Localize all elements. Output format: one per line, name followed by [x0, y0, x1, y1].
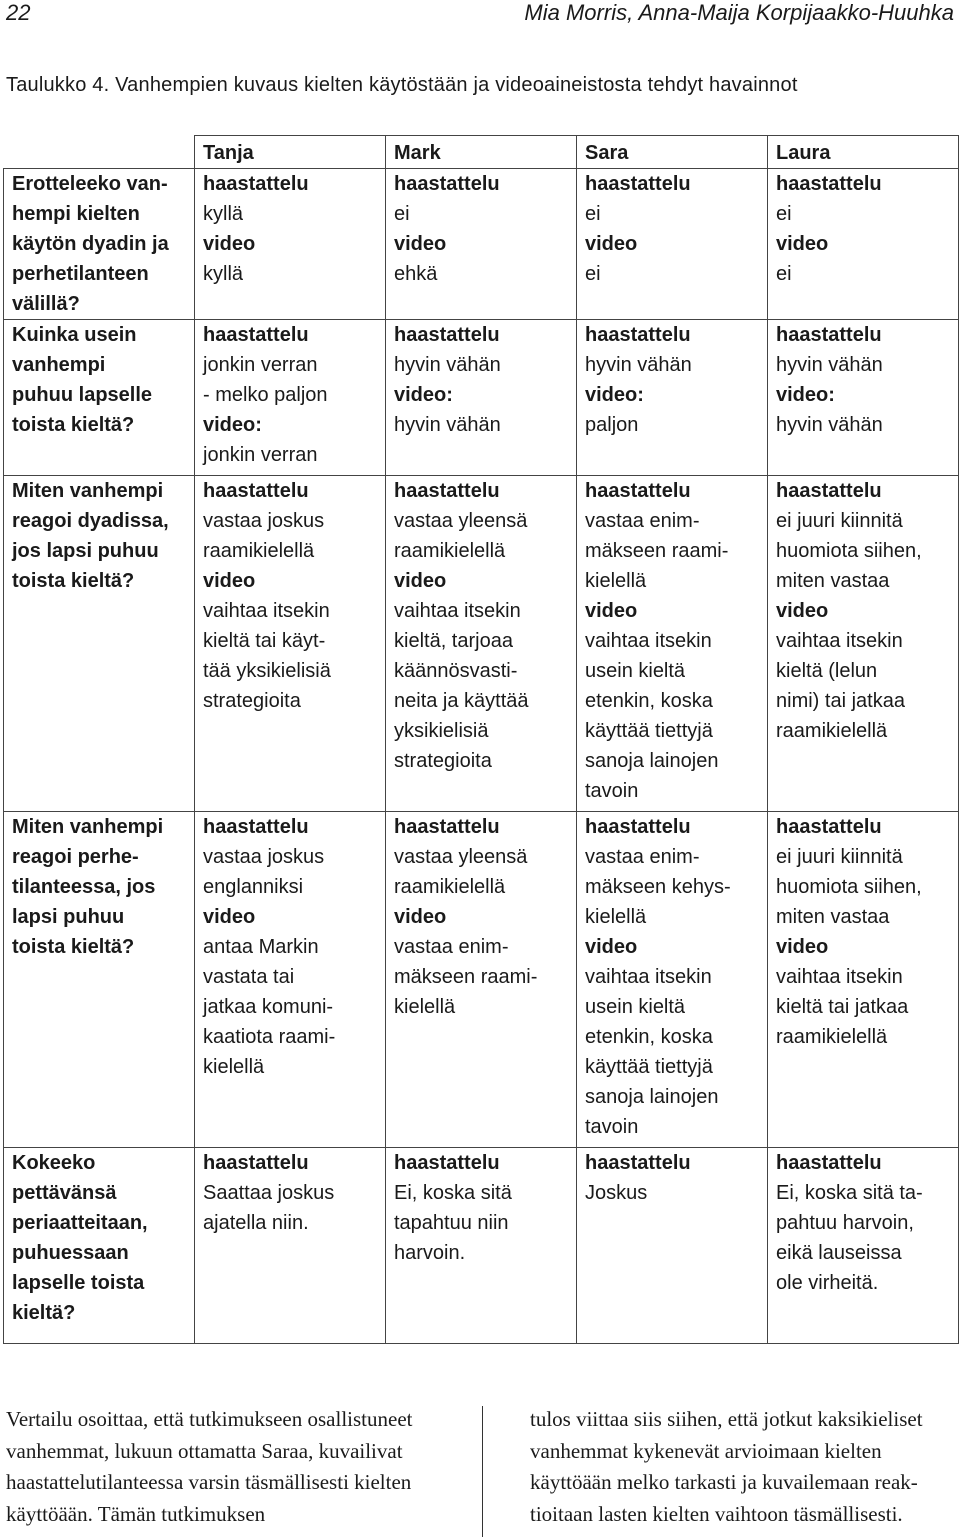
answer-line: kieltä, tarjoaa	[394, 630, 513, 652]
answer-cell-mark	[386, 169, 577, 320]
answer-cell-sara	[577, 812, 768, 1148]
answer-line: huomiota siihen,	[776, 876, 922, 898]
answer-cell-laura	[768, 169, 959, 320]
answer-line: hyvin vähän	[776, 354, 883, 376]
answer-line: sanoja lainojen	[585, 750, 719, 772]
answer-line: ei	[585, 263, 601, 285]
answer-line: yksikielisiä	[394, 720, 489, 742]
question-text: Erotteleeko van- hempi kielten käytön dyadin ja perhetilanteen välillä?	[12, 173, 169, 315]
answer-line: strategioita	[394, 750, 492, 772]
answer-line: mäkseen raami-	[585, 540, 729, 562]
answer-line: käännösvasti-	[394, 660, 518, 682]
source-label: video	[585, 233, 638, 255]
answer-line: - melko paljon	[203, 384, 328, 406]
body-text-left: Vertailu osoittaa, että tutkimukseen osallistuneet vanhemmat, lukuun ottamatta Saraa, kuvailivat haastattelutilanteessa varsin täsmällisesti kielten käyttöään. Tämän tutkimuksen	[6, 1407, 413, 1526]
source-label: haastattelu	[776, 816, 882, 838]
answer-line: Joskus	[585, 1182, 648, 1204]
answer-cell-laura	[768, 476, 959, 812]
answer-line: vastaa yleensä	[394, 846, 528, 868]
source-label: haastattelu	[585, 173, 691, 195]
answer-line: usein kieltä	[585, 996, 686, 1018]
answer-line: miten vastaa	[776, 906, 890, 928]
source-label: video:	[203, 414, 262, 436]
answer-line: kaatiota raami-	[203, 1026, 336, 1048]
answer-line: Saattaa joskus	[203, 1182, 335, 1204]
answer-line: vaihtaa itsekin	[776, 966, 903, 988]
answer-line: kielellä	[585, 570, 647, 592]
answer-line: etenkin, koska	[585, 690, 713, 712]
answer-line: vaihtaa itsekin	[203, 600, 330, 622]
answer-line: kielellä	[203, 1056, 265, 1078]
answer-cell-sara	[577, 169, 768, 320]
source-label: haastattelu	[203, 1152, 309, 1174]
column-header-tanja: Tanja	[195, 136, 386, 169]
answer-line: raamikielellä	[394, 876, 506, 898]
answer-line: ole virheitä.	[776, 1272, 879, 1294]
answer-line: ehkä	[394, 263, 438, 285]
source-label: haastattelu	[394, 816, 500, 838]
question-cell	[4, 169, 195, 320]
question-cell	[4, 476, 195, 812]
source-label: video	[203, 570, 256, 592]
answer-line: nimi) tai jatkaa	[776, 690, 905, 712]
answer-line: Ei, koska sitä ta-	[776, 1182, 923, 1204]
answer-line: sanoja lainojen	[585, 1086, 719, 1108]
answer-cell-tanja	[195, 320, 386, 476]
source-label: video	[203, 233, 256, 255]
answer-cell-laura	[768, 812, 959, 1148]
source-label: haastattelu	[776, 1152, 882, 1174]
source-label: haastattelu	[585, 480, 691, 502]
answer-cell-tanja	[195, 476, 386, 812]
source-label: haastattelu	[585, 324, 691, 346]
source-label: haastattelu	[203, 480, 309, 502]
source-label: video	[585, 600, 638, 622]
answer-line: jonkin verran	[203, 444, 318, 466]
answer-line: vastaa enim-	[585, 510, 700, 532]
source-label: haastattelu	[394, 480, 500, 502]
source-label: haastattelu	[394, 173, 500, 195]
answer-line: vaihtaa itsekin	[394, 600, 521, 622]
body-text-right: tulos viittaa siis siihen, että jotkut kaksikieliset vanhemmat kykenevät arvioimaan kielten käyttöään melko tarkasti ja kuvailemaan reaktioitaan lasten kielten vaihtoon täsmällisesti.	[530, 1407, 923, 1526]
answer-line: englanniksi	[203, 876, 304, 898]
answer-line: vaihtaa itsekin	[776, 630, 903, 652]
answer-line: tavoin	[585, 780, 639, 802]
answer-line: hyvin vähän	[776, 414, 883, 436]
table-caption: Taulukko 4. Vanhempien kuvaus kielten käytöstään ja videoaineistosta tehdyt havainnot	[6, 74, 798, 96]
answer-line: ajatella niin.	[203, 1212, 309, 1234]
question-text: Kuinka usein vanhempi puhuu lapselle toista kieltä?	[12, 324, 153, 436]
answer-line: kieltä (lelun	[776, 660, 878, 682]
answer-line: kieltä tai jatkaa	[776, 996, 909, 1018]
answer-line: etenkin, koska	[585, 1026, 713, 1048]
running-title: Mia Morris, Anna-Maija Korpijaakko-Huuhka	[524, 0, 954, 25]
source-label: video	[394, 570, 447, 592]
answer-line: käyttää tiettyjä	[585, 720, 713, 742]
question-text: Kokeeko pettävänsä periaatteitaan, puhuessaan lapselle toista kieltä?	[12, 1152, 148, 1324]
answer-line: raamikielellä	[203, 540, 315, 562]
answer-line: neita ja käyttää	[394, 690, 529, 712]
source-label: video	[776, 233, 829, 255]
source-label: haastattelu	[585, 1152, 691, 1174]
source-label: video	[203, 906, 256, 928]
answer-line: mäkseen raami-	[394, 966, 538, 988]
answer-line: usein kieltä	[585, 660, 686, 682]
page-header	[0, 0, 960, 30]
answer-line: hyvin vähän	[394, 414, 501, 436]
answer-line: ei	[776, 263, 792, 285]
source-label: video	[776, 936, 829, 958]
column-header-laura: Laura	[768, 136, 959, 169]
table-row	[4, 320, 959, 476]
answer-line: vastaa enim-	[585, 846, 700, 868]
answer-line: vaihtaa itsekin	[585, 630, 712, 652]
answer-line: vastaa joskus	[203, 846, 325, 868]
answer-cell-laura	[768, 320, 959, 476]
column-divider	[482, 1406, 483, 1537]
answer-line: harvoin.	[394, 1242, 466, 1264]
table-row	[4, 169, 959, 320]
answer-line: miten vastaa	[776, 570, 890, 592]
answer-cell-tanja	[195, 812, 386, 1148]
table-row	[4, 812, 959, 1148]
answer-line: tavoin	[585, 1116, 639, 1138]
answer-line: strategioita	[203, 690, 301, 712]
source-label: haastattelu	[585, 816, 691, 838]
question-cell	[4, 1148, 195, 1344]
answer-line: ei juuri kiinnitä	[776, 846, 903, 868]
answer-cell-mark	[386, 320, 577, 476]
answer-line: hyvin vähän	[585, 354, 692, 376]
question-text: Miten vanhempi reagoi dyadissa, jos lapsi puhuu toista kieltä?	[12, 480, 169, 592]
answer-line: mäkseen kehys-	[585, 876, 731, 898]
question-cell	[4, 320, 195, 476]
source-label: haastattelu	[776, 480, 882, 502]
source-label: haastattelu	[394, 324, 500, 346]
answer-line: jonkin verran	[203, 354, 318, 376]
answer-cell-tanja	[195, 169, 386, 320]
answer-line: kielellä	[394, 996, 456, 1018]
answer-line: vastaa enim-	[394, 936, 509, 958]
answer-line: ei juuri kiinnitä	[776, 510, 903, 532]
answer-line: raamikielellä	[776, 720, 888, 742]
answer-cell-tanja	[195, 1148, 386, 1344]
table-body	[4, 169, 959, 1344]
answer-line: Ei, koska sitä	[394, 1182, 512, 1204]
answer-line: vaihtaa itsekin	[585, 966, 712, 988]
source-label: haastattelu	[394, 1152, 500, 1174]
answer-line: vastaa yleensä	[394, 510, 528, 532]
answer-line: eikä lauseissa	[776, 1242, 902, 1264]
source-label: video	[394, 906, 447, 928]
answer-line: hyvin vähän	[394, 354, 501, 376]
answer-line: ei	[776, 203, 792, 225]
answer-line: kielellä	[585, 906, 647, 928]
page-number: 22	[6, 0, 31, 25]
answer-line: kyllä	[203, 263, 244, 285]
source-label: haastattelu	[776, 173, 882, 195]
source-label: video	[394, 233, 447, 255]
column-header-sara: Sara	[577, 136, 768, 169]
source-label: video	[585, 936, 638, 958]
answer-line: pahtuu harvoin,	[776, 1212, 914, 1234]
source-label: haastattelu	[203, 816, 309, 838]
answer-line: raamikielellä	[394, 540, 506, 562]
source-label: video:	[394, 384, 453, 406]
question-text: Miten vanhempi reagoi perhe- tilanteessa, jos lapsi puhuu toista kieltä?	[12, 816, 164, 958]
answer-cell-laura	[768, 1148, 959, 1344]
source-label: haastattelu	[203, 324, 309, 346]
answer-line: ei	[585, 203, 601, 225]
answer-line: paljon	[585, 414, 639, 436]
answer-line: antaa Markin	[203, 936, 319, 958]
answer-cell-mark	[386, 812, 577, 1148]
answer-cell-mark	[386, 476, 577, 812]
answer-line: kieltä tai käyt-	[203, 630, 326, 652]
answer-line: vastata tai	[203, 966, 295, 988]
table-row	[4, 476, 959, 812]
source-label: haastattelu	[203, 173, 309, 195]
answer-line: käyttää tiettyjä	[585, 1056, 713, 1078]
question-cell	[4, 812, 195, 1148]
answer-cell-sara	[577, 320, 768, 476]
answer-line: raamikielellä	[776, 1026, 888, 1048]
column-header-mark: Mark	[386, 136, 577, 169]
answer-line: huomiota siihen,	[776, 540, 922, 562]
answer-line: ei	[394, 203, 410, 225]
header-corner	[4, 136, 195, 169]
answer-cell-sara	[577, 476, 768, 812]
source-label: haastattelu	[776, 324, 882, 346]
table-row	[4, 1148, 959, 1344]
answer-line: tää yksikielisiä	[203, 660, 331, 682]
answer-line: vastaa joskus	[203, 510, 325, 532]
source-label: video:	[776, 384, 835, 406]
answer-cell-sara	[577, 1148, 768, 1344]
table-header-row	[4, 136, 959, 169]
source-label: video	[776, 600, 829, 622]
source-label: video:	[585, 384, 644, 406]
answer-line: kyllä	[203, 203, 244, 225]
comparison-table	[3, 135, 959, 1344]
answer-cell-mark	[386, 1148, 577, 1344]
answer-line: tapahtuu niin	[394, 1212, 509, 1234]
answer-line: jatkaa komuni-	[203, 996, 334, 1018]
